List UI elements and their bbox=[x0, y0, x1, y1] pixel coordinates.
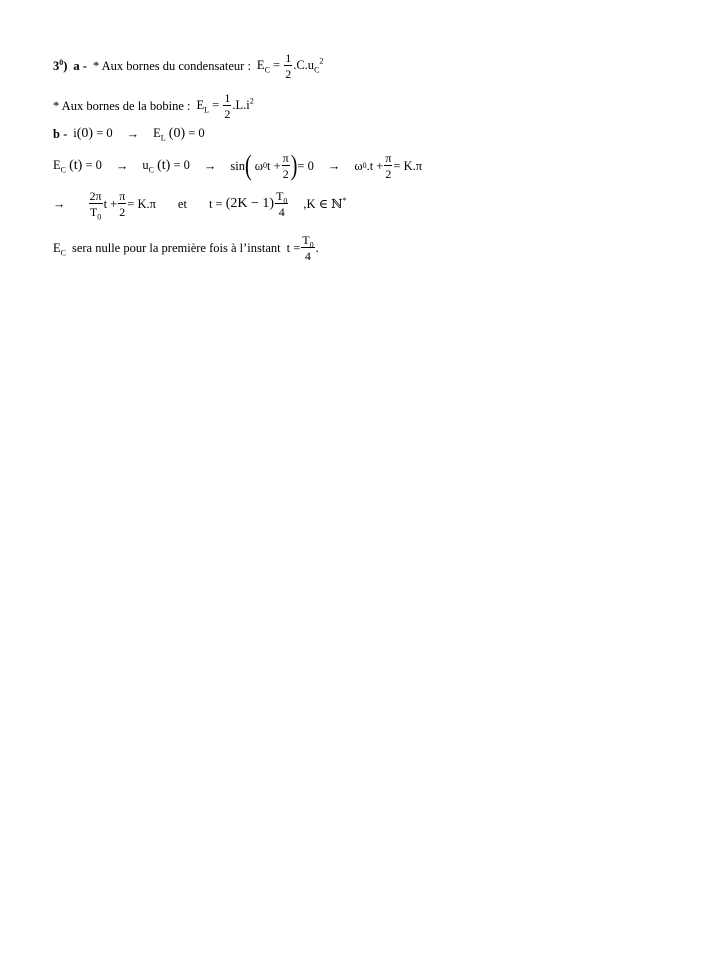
line-3a bbox=[53, 52, 323, 80]
section-number: $3^0$) bbox=[53, 57, 68, 73]
phase-equation: ω 0 .t + $\frac{\pi}{2}$ = K.π bbox=[354, 151, 423, 181]
conclusion-text: sera nulle pour la première fois à l’instant bbox=[71, 240, 281, 255]
arrow-icon: → bbox=[115, 158, 129, 173]
capacitor-energy-zero: $E_C$ (t) = 0 bbox=[53, 158, 102, 175]
fraction-pi-half: $\frac{\pi}{2}$ bbox=[282, 151, 289, 181]
capacitor-energy-symbol: $E_C$ bbox=[53, 240, 66, 257]
period-equation: $\frac{2\pi}{T_0}$ t + $\frac{\pi}{2}$ = K.π bbox=[89, 189, 156, 222]
line-bobine bbox=[53, 92, 254, 120]
initial-current: i(0) = 0 bbox=[73, 126, 113, 141]
capacitor-energy-formula: $E_C$ = $\frac{1}{2}$ $.C.u_C^2$ bbox=[256, 51, 324, 81]
bobine-text: * Aux bornes de la bobine : bbox=[53, 98, 191, 113]
first-zero-time: t = $\frac{T_0}{4}$ . bbox=[286, 233, 319, 263]
time-formula: t = (2K − 1) $\frac{T_0}{4}$ bbox=[208, 189, 288, 219]
fraction-pi-half: $\frac{\pi}{2}$ bbox=[385, 151, 392, 181]
condensateur-text: * Aux bornes du condensateur : bbox=[92, 58, 251, 73]
arrow-icon: → bbox=[203, 158, 217, 173]
inductor-energy-formula: $E_L$ = $\frac{1}{2}$ $.L.i^2$ bbox=[196, 91, 254, 121]
fraction-two-pi-over-t0: $\frac{2\pi}{T_0}$ bbox=[89, 189, 102, 222]
fraction-one-half: $\frac{1}{2}$ bbox=[285, 51, 292, 81]
fraction-pi-half: $\frac{\pi}{2}$ bbox=[119, 189, 126, 219]
et-word: et bbox=[177, 196, 187, 211]
part-a-label: a - bbox=[73, 58, 87, 73]
line-3b bbox=[53, 126, 205, 142]
arrow-icon: → bbox=[327, 158, 341, 173]
line-conclusion bbox=[53, 234, 319, 262]
arrow-icon: → bbox=[53, 196, 66, 211]
line-ec-zero bbox=[53, 152, 422, 180]
line-time-solution bbox=[53, 189, 347, 222]
capacitor-voltage-zero: $u_C$ (t) = 0 bbox=[142, 158, 190, 175]
initial-inductor-energy: $E_L$ (0) = 0 bbox=[153, 126, 205, 143]
part-b-label: b - bbox=[53, 126, 68, 141]
arrow-icon: → bbox=[126, 126, 140, 141]
fraction-t0-over-four: $\frac{T_0}{4}$ bbox=[276, 189, 288, 219]
fraction-one-half: $\frac{1}{2}$ bbox=[224, 91, 231, 121]
k-condition: ,K ∈ ℕ* bbox=[303, 195, 347, 211]
sine-equation: sin ( ω 0 t + $\frac{\pi}{2}$ ) = 0 bbox=[230, 150, 314, 182]
fraction-t0-over-four: $\frac{T_0}{4}$ bbox=[302, 233, 314, 263]
